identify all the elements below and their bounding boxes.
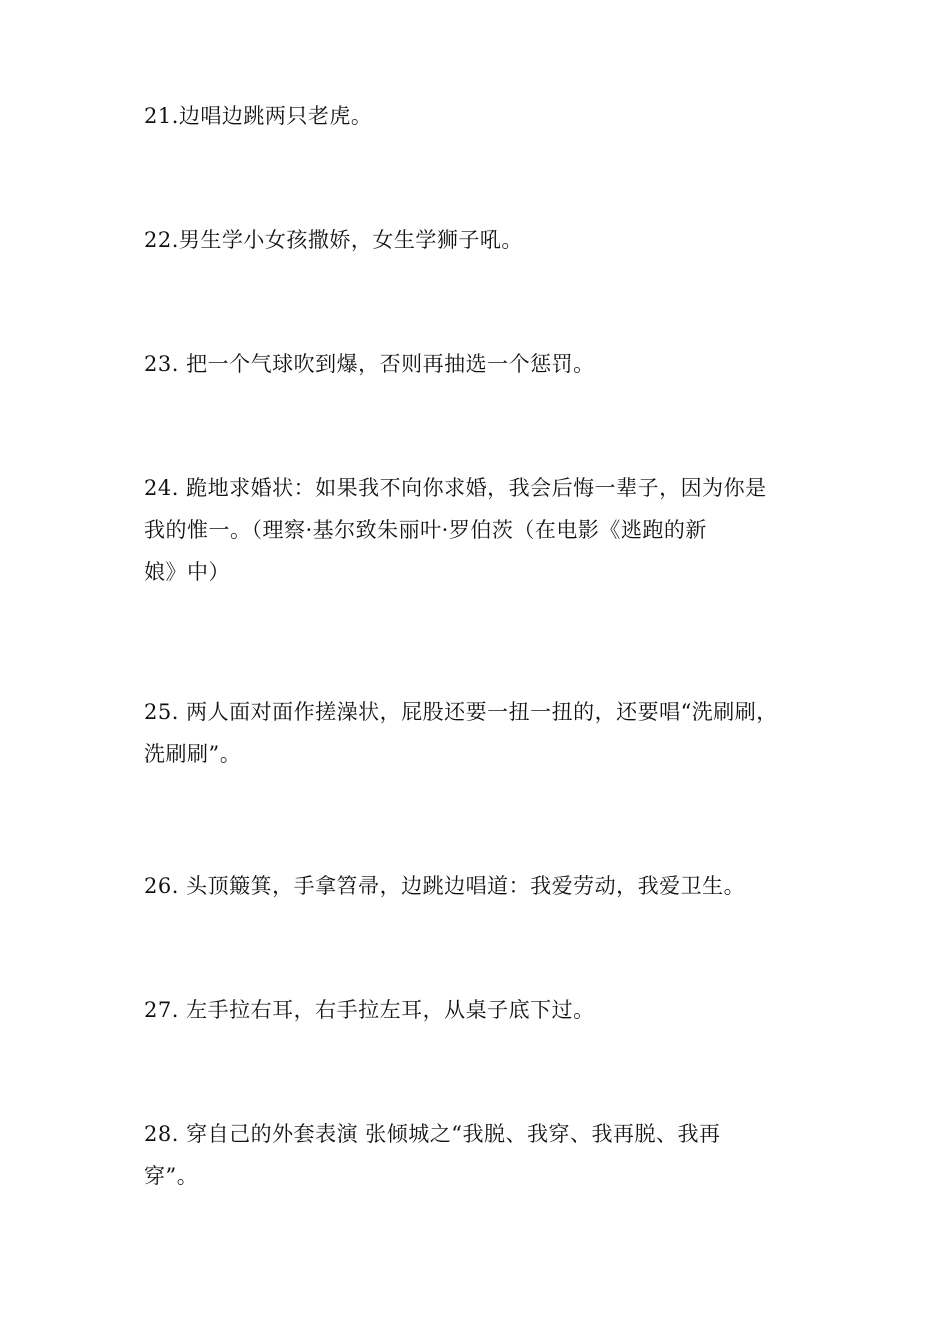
list-item-26 — [144, 865, 814, 907]
item-line: 洗刷刷”。 — [144, 742, 242, 766]
list-item-24 — [144, 467, 814, 593]
item-line: 23. 把一个气球吹到爆，否则再抽选一个惩罚。 — [144, 352, 595, 376]
item-line: 娘》中） — [144, 560, 230, 584]
item-line: 21.边唱边跳两只老虎。 — [144, 104, 373, 128]
list-item-21 — [144, 95, 814, 137]
list-item-22 — [144, 219, 814, 261]
item-line: 22.男生学小女孩撒娇，女生学狮子吼。 — [144, 228, 523, 252]
item-line: 24. 跪地求婚状：如果我不向你求婚，我会后悔一辈子，因为你是 — [144, 476, 767, 500]
item-line: 26. 头顶簸箕，手拿笤帚，边跳边唱道：我爱劳动，我爱卫生。 — [144, 874, 746, 898]
list-item-27 — [144, 989, 814, 1031]
item-line: 27. 左手拉右耳，右手拉左耳，从桌子底下过。 — [144, 998, 595, 1022]
item-line: 穿”。 — [144, 1164, 199, 1188]
item-line: 28. 穿自己的外套表演 张倾城之“我脱、我穿、我再脱、我再 — [144, 1122, 721, 1146]
list-item-28 — [144, 1113, 814, 1197]
item-line: 25. 两人面对面作搓澡状，屁股还要一扭一扭的，还要唱“洗刷刷， — [144, 700, 778, 724]
list-item-23 — [144, 343, 814, 385]
list-item-25 — [144, 691, 814, 775]
item-line: 我的惟一。（理察·基尔致朱丽叶·罗伯茨（在电影《逃跑的新 — [144, 518, 707, 542]
